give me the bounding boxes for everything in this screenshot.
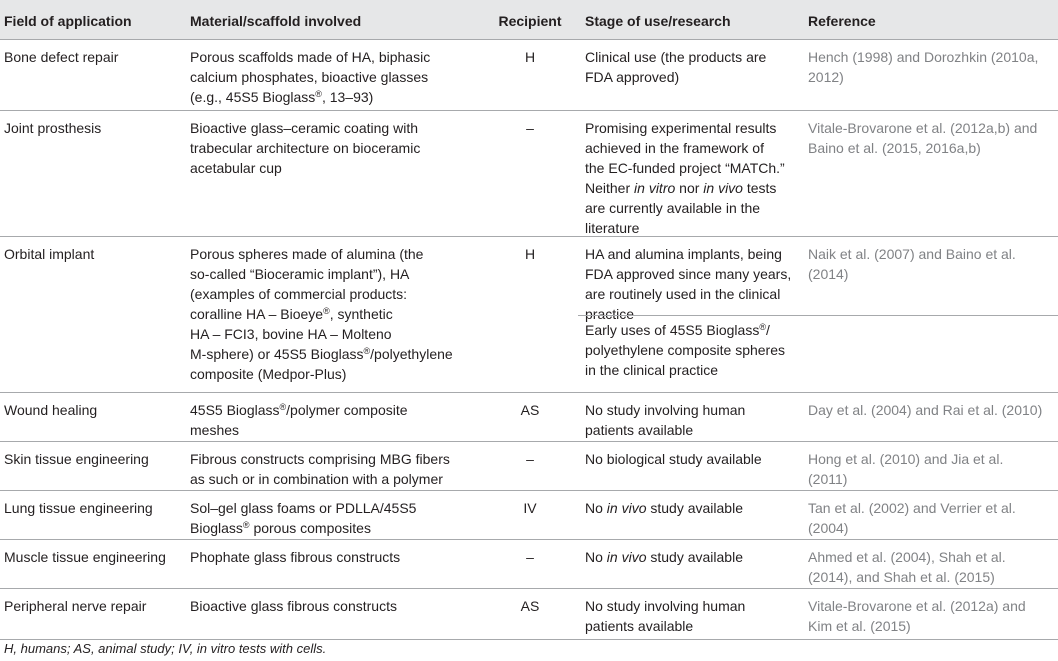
stage-secondary-line: polyethylene composite spheres xyxy=(585,342,786,358)
header-recipient: Recipient xyxy=(498,13,562,29)
recipient-line: – xyxy=(526,451,534,467)
table-row xyxy=(0,491,1058,540)
header-stage: Stage of use/research xyxy=(585,13,731,29)
field-line: Bone defect repair xyxy=(4,49,119,65)
material-line: Porous scaffolds made of HA, biphasic xyxy=(190,49,431,65)
cell-recipient xyxy=(492,498,568,518)
recipient-line: – xyxy=(526,120,534,136)
table-row xyxy=(0,442,1058,491)
reference-line: Baino et al. (2015, 2016a,b) xyxy=(808,140,981,156)
reference-line: (2011) xyxy=(808,471,848,487)
stage-line: patients available xyxy=(585,422,694,438)
field-line: Lung tissue engineering xyxy=(4,500,153,516)
table-row xyxy=(0,393,1058,442)
cell-stage xyxy=(585,449,795,469)
cell-recipient xyxy=(492,47,568,67)
material-line: trabecular architecture on bioceramic xyxy=(190,140,421,156)
field-line: Wound healing xyxy=(4,402,98,418)
stage-line: the EC-funded project “MATCh.” xyxy=(585,160,785,176)
stage-line: achieved in the framework of xyxy=(585,140,764,156)
table-body xyxy=(0,40,1058,640)
cell-field xyxy=(4,449,184,469)
cell-reference xyxy=(808,547,1058,587)
reference-line: Naik et al. (2007) and Baino et al. xyxy=(808,246,1016,262)
cell-reference xyxy=(808,244,1058,284)
recipient-line: IV xyxy=(523,500,537,516)
material-line: Bioactive glass fibrous constructs xyxy=(190,598,397,614)
cell-material xyxy=(190,449,490,489)
reference-line: Kim et al. (2015) xyxy=(808,618,911,634)
stage-line: No in vivo study available xyxy=(585,500,743,516)
table-row xyxy=(0,40,1058,111)
field-line: Muscle tissue engineering xyxy=(4,549,166,565)
material-line: Phophate glass fibrous constructs xyxy=(190,549,401,565)
cell-material xyxy=(190,400,490,440)
table-row xyxy=(0,540,1058,589)
cell-reference xyxy=(808,118,1058,158)
material-line: as such or in combination with a polymer xyxy=(190,471,443,487)
reference-line: (2004) xyxy=(808,520,849,536)
stage-secondary-line: in the clinical practice xyxy=(585,362,719,378)
table-header xyxy=(0,0,1058,40)
cell-reference xyxy=(808,47,1058,87)
cell-recipient xyxy=(492,547,568,567)
cell-stage xyxy=(585,547,795,567)
stage-line: are currently available in the xyxy=(585,200,761,216)
material-line: composite (Medpor-Plus) xyxy=(190,366,347,382)
material-line: Fibrous constructs comprising MBG fibers xyxy=(190,451,450,467)
material-line: (examples of commercial products: xyxy=(190,286,408,302)
material-line: Bioglass® porous composites xyxy=(190,520,371,536)
material-line: M-sphere) or 45S5 Bioglass®/polyethylene xyxy=(190,346,453,362)
cell-recipient xyxy=(492,118,568,138)
reference-line: (2014) xyxy=(808,266,849,282)
stage-line: are routinely used in the clinical xyxy=(585,286,781,302)
cell-stage xyxy=(585,244,795,324)
material-line: Porous spheres made of alumina (the xyxy=(190,246,424,262)
cell-reference xyxy=(808,400,1058,420)
header-reference: Reference xyxy=(808,13,876,29)
field-line: Peripheral nerve repair xyxy=(4,598,147,614)
stage-secondary-line: Early uses of 45S5 Bioglass®/ xyxy=(585,322,770,338)
cell-field xyxy=(4,547,184,567)
recipient-line: – xyxy=(526,549,534,565)
cell-field xyxy=(4,400,184,420)
table-footnote: H, humans; AS, animal study; IV, in vitro tests with cells. xyxy=(4,641,327,656)
cell-stage xyxy=(585,596,795,636)
table-row xyxy=(0,237,1058,393)
stage-line: Clinical use (the products are xyxy=(585,49,767,65)
cell-recipient xyxy=(492,400,568,420)
recipient-line: AS xyxy=(520,402,540,418)
field-line: Skin tissue engineering xyxy=(4,451,149,467)
material-line: acetabular cup xyxy=(190,160,282,176)
reference-line: Hench (1998) and Dorozhkin (2010a, xyxy=(808,49,1039,65)
stage-line: Neither in vitro nor in vivo tests xyxy=(585,180,777,196)
stage-line: patients available xyxy=(585,618,694,634)
header-field: Field of application xyxy=(4,13,132,29)
cell-material xyxy=(190,47,490,107)
field-line: Joint prosthesis xyxy=(4,120,102,136)
reference-line: 2012) xyxy=(808,69,844,85)
material-line: calcium phosphates, bioactive glasses xyxy=(190,69,429,85)
table-row xyxy=(0,111,1058,237)
cell-stage xyxy=(585,498,795,518)
cell-field xyxy=(4,244,184,264)
stage-line: FDA approved) xyxy=(585,69,680,85)
material-line: meshes xyxy=(190,422,240,438)
material-line: 45S5 Bioglass®/polymer composite xyxy=(190,402,408,418)
material-line: Sol–gel glass foams or PDLLA/45S5 xyxy=(190,500,417,516)
material-line: (e.g., 45S5 Bioglass®, 13–93) xyxy=(190,89,374,105)
recipient-line: AS xyxy=(520,598,540,614)
cell-recipient xyxy=(492,596,568,616)
stage-line: literature xyxy=(585,220,640,236)
cell-material xyxy=(190,118,490,178)
cell-material xyxy=(190,498,490,538)
cell-recipient xyxy=(492,244,568,264)
stage-line: No study involving human xyxy=(585,402,746,418)
reference-line: Tan et al. (2002) and Verrier et al. xyxy=(808,500,1016,516)
recipient-line: H xyxy=(524,246,536,262)
stage-line: HA and alumina implants, being xyxy=(585,246,782,262)
cell-material xyxy=(190,547,490,567)
cell-stage xyxy=(585,400,795,440)
reference-line: Vitale-Brovarone et al. (2012a) and xyxy=(808,598,1026,614)
material-line: Bioactive glass–ceramic coating with xyxy=(190,120,418,136)
table-row xyxy=(0,589,1058,640)
cell-material xyxy=(190,596,490,616)
cell-field xyxy=(4,118,184,138)
stage-line: No study involving human xyxy=(585,598,746,614)
stage-line: No biological study available xyxy=(585,451,762,467)
cell-material xyxy=(190,244,490,384)
stage-line: No in vivo study available xyxy=(585,549,743,565)
cell-reference xyxy=(808,449,1058,489)
stage-line: Promising experimental results xyxy=(585,120,777,136)
material-line: HA – FCI3, bovine HA – Molteno xyxy=(190,326,392,342)
recipient-line: H xyxy=(524,49,536,65)
cell-field xyxy=(4,47,184,67)
material-line: so-called “Bioceramic implant”), HA xyxy=(190,266,410,282)
material-line: coralline HA – Bioeye®, synthetic xyxy=(190,306,393,322)
stage-divider xyxy=(578,315,1058,316)
cell-stage xyxy=(585,118,795,238)
reference-line: Hong et al. (2010) and Jia et al. xyxy=(808,451,1004,467)
cell-field xyxy=(4,596,184,616)
header-material: Material/scaffold involved xyxy=(190,13,362,29)
reference-line: Vitale-Brovarone et al. (2012a,b) and xyxy=(808,120,1038,136)
cell-stage-secondary xyxy=(585,320,795,380)
reference-line: Day et al. (2004) and Rai et al. (2010) xyxy=(808,402,1043,418)
reference-line: Ahmed et al. (2004), Shah et al. xyxy=(808,549,1006,565)
stage-line: FDA approved since many years, xyxy=(585,266,792,282)
cell-stage xyxy=(585,47,795,87)
cell-recipient xyxy=(492,449,568,469)
stage-line: practice xyxy=(585,306,635,322)
cell-field xyxy=(4,498,184,518)
cell-reference xyxy=(808,596,1058,636)
field-line: Orbital implant xyxy=(4,246,95,262)
reference-line: (2014), and Shah et al. (2015) xyxy=(808,569,995,585)
cell-reference xyxy=(808,498,1058,538)
